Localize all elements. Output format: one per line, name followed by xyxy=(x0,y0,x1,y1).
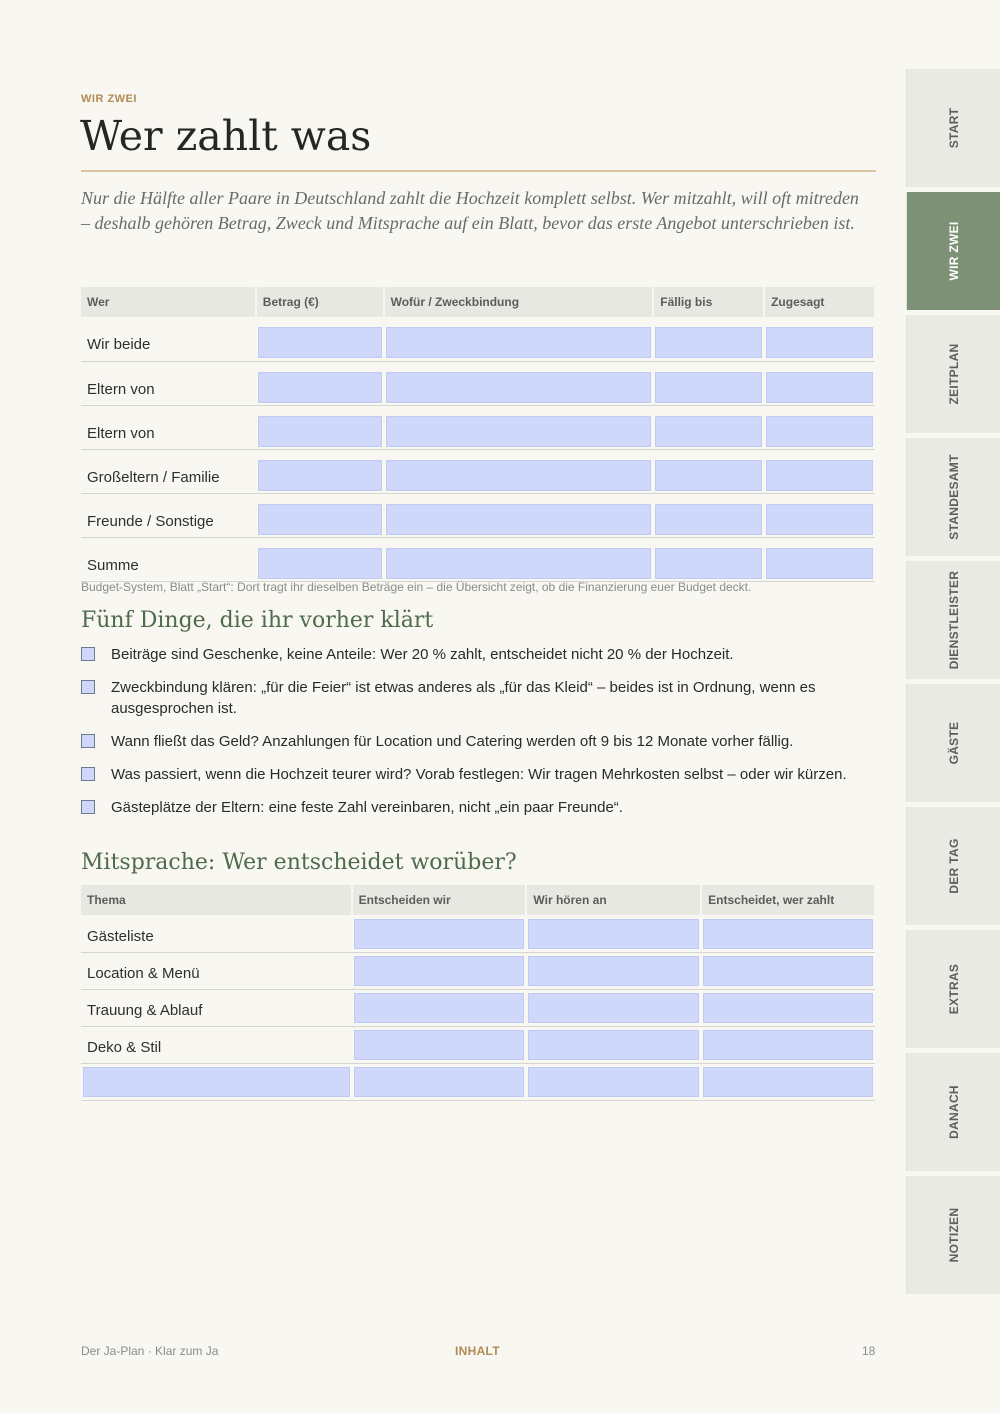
due-date-field[interactable] xyxy=(655,460,762,491)
row-label: Freunde / Sonstige xyxy=(81,493,256,537)
decide-us-field[interactable] xyxy=(354,919,525,949)
tab-standesamt[interactable] xyxy=(906,438,1000,556)
checklist-item xyxy=(81,764,861,785)
due-date-field[interactable] xyxy=(655,372,762,403)
purpose-field[interactable] xyxy=(386,327,652,358)
col-header-thema: Thema xyxy=(81,885,352,915)
page-title: Wer zahlt was xyxy=(80,112,372,160)
col-header-zweck: Wofür / Zweckbindung xyxy=(384,287,654,317)
tab-label: DER TAG xyxy=(947,838,961,894)
table-row xyxy=(81,317,875,361)
amount-field[interactable] xyxy=(258,372,382,403)
col-header-wir-hoeren-an: Wir hören an xyxy=(526,885,701,915)
listen-field[interactable] xyxy=(528,956,699,986)
tab-label: DANACH xyxy=(947,1085,961,1139)
tab-label: EXTRAS xyxy=(947,963,961,1015)
tab-label: STANDESAMT xyxy=(947,454,961,540)
col-header-entscheidet-wer-zahlt: Entscheidet, wer zahlt xyxy=(701,885,875,915)
checklist-item-text: Gästeplätze der Eltern: eine feste Zahl vereinbaren, nicht „ein paar Freunde“. xyxy=(111,799,623,816)
row-label: Eltern von xyxy=(81,405,256,449)
table-row xyxy=(81,405,875,449)
amount-field[interactable] xyxy=(258,416,382,447)
listen-field[interactable] xyxy=(528,1067,699,1097)
checklist-heading: Fünf Dinge, die ihr vorher klärt xyxy=(81,608,434,633)
pledged-field[interactable] xyxy=(766,327,873,358)
decision-table-header xyxy=(81,885,875,915)
table-row xyxy=(81,1026,875,1063)
purpose-field[interactable] xyxy=(386,460,652,491)
intro-text: Nur die Hälfte aller Paare in Deutschland zahlt die Hochzeit komplett selbst. Wer mitzahlt, will oft mitreden – deshalb gehören Betrag, Zweck und Mitsprache auf ein Blatt, bevor das erste Angebot unterschrieben ist. xyxy=(81,188,859,233)
tab-wir-zwei[interactable] xyxy=(906,192,1000,310)
checklist-item-text: Beiträge sind Geschenke, keine Anteile: Wer 20 % zahlt, entscheidet nicht 20 % der Hochzeit. xyxy=(111,646,734,663)
row-label: Trauung & Ablauf xyxy=(81,989,352,1026)
payer-decides-field[interactable] xyxy=(703,956,873,986)
tab-danach[interactable] xyxy=(906,1053,1000,1171)
checklist-item xyxy=(81,644,861,665)
tab-gaeste[interactable] xyxy=(906,684,1000,802)
payer-decides-field[interactable] xyxy=(703,1067,873,1097)
table-row xyxy=(81,361,875,405)
checklist-item-text: Wann fließt das Geld? Anzahlungen für Location und Catering werden oft 9 bis 12 Monate vorher fällig. xyxy=(111,733,794,750)
title-divider xyxy=(81,170,876,172)
tab-der-tag[interactable] xyxy=(906,807,1000,925)
checklist-item xyxy=(81,731,861,752)
footer-book-title: Der Ja-Plan · Klar zum Ja xyxy=(81,1344,219,1358)
row-label: Gästeliste xyxy=(81,915,352,952)
checklist-item xyxy=(81,797,861,818)
decide-us-field[interactable] xyxy=(354,1067,525,1097)
checkbox[interactable] xyxy=(81,647,95,661)
row-label: Summe xyxy=(81,537,256,581)
checklist xyxy=(81,644,861,830)
due-date-field[interactable] xyxy=(655,327,762,358)
decide-us-field[interactable] xyxy=(354,1030,525,1060)
table-row xyxy=(81,493,875,537)
col-header-entscheiden-wir: Entscheiden wir xyxy=(352,885,527,915)
col-header-faellig: Fällig bis xyxy=(653,287,764,317)
tab-extras[interactable] xyxy=(906,930,1000,1048)
listen-field[interactable] xyxy=(528,1030,699,1060)
table-row-total xyxy=(81,537,875,581)
row-label: Eltern von xyxy=(81,361,256,405)
row-label: Location & Menü xyxy=(81,952,352,989)
table-row xyxy=(81,449,875,493)
purpose-field[interactable] xyxy=(386,548,652,579)
pledged-field[interactable] xyxy=(766,460,873,491)
payer-decides-field[interactable] xyxy=(703,993,873,1023)
budget-note: Budget-System, Blatt „Start“: Dort tragt ihr dieselben Beträge ein – die Übersicht zeigt, ob die Finanzierung euer Budget deckt. xyxy=(81,580,752,594)
payer-decides-field[interactable] xyxy=(703,1030,873,1060)
tab-dienstleister[interactable] xyxy=(906,561,1000,679)
tab-notizen[interactable] xyxy=(906,1176,1000,1294)
amount-field[interactable] xyxy=(258,460,382,491)
tab-label: DIENSTLEISTER xyxy=(947,570,961,670)
listen-field[interactable] xyxy=(528,993,699,1023)
checkbox[interactable] xyxy=(81,734,95,748)
amount-field[interactable] xyxy=(258,548,382,579)
checkbox[interactable] xyxy=(81,800,95,814)
row-label: Wir beide xyxy=(81,317,256,361)
due-date-field[interactable] xyxy=(655,548,762,579)
page-number: 18 xyxy=(862,1344,876,1358)
pledged-field[interactable] xyxy=(766,548,873,579)
tab-label: WIR ZWEI xyxy=(947,221,961,281)
listen-field[interactable] xyxy=(528,919,699,949)
custom-topic-field[interactable] xyxy=(83,1067,350,1097)
pledged-field[interactable] xyxy=(766,416,873,447)
decision-heading: Mitsprache: Wer entscheidet worüber? xyxy=(81,850,517,875)
section-eyebrow: WIR ZWEI xyxy=(81,93,137,105)
checklist-item-text: Was passiert, wenn die Hochzeit teurer wird? Vorab festlegen: Wir tragen Mehrkosten selbst – oder wir kürzen. xyxy=(111,766,847,783)
payer-decides-field[interactable] xyxy=(703,919,873,949)
table-row xyxy=(81,952,875,989)
table-row-custom xyxy=(81,1063,875,1100)
contribution-table-header xyxy=(81,287,875,317)
amount-field[interactable] xyxy=(258,327,382,358)
table-row xyxy=(81,989,875,1026)
footer-contents-link[interactable]: INHALT xyxy=(455,1344,500,1358)
contribution-table xyxy=(81,287,876,582)
pledged-field[interactable] xyxy=(766,372,873,403)
due-date-field[interactable] xyxy=(655,416,762,447)
row-label: Großeltern / Familie xyxy=(81,449,256,493)
tab-label: ZEITPLAN xyxy=(947,343,961,405)
purpose-field[interactable] xyxy=(386,504,652,535)
tab-label: GÄSTE xyxy=(947,721,961,765)
row-label: Deko & Stil xyxy=(81,1026,352,1063)
col-header-zugesagt: Zugesagt xyxy=(764,287,875,317)
pledged-field[interactable] xyxy=(766,504,873,535)
decide-us-field[interactable] xyxy=(354,956,525,986)
checkbox[interactable] xyxy=(81,767,95,781)
due-date-field[interactable] xyxy=(655,504,762,535)
checkbox[interactable] xyxy=(81,680,95,694)
decide-us-field[interactable] xyxy=(354,993,525,1023)
tab-start[interactable] xyxy=(906,69,1000,187)
decision-table xyxy=(81,885,876,1101)
col-header-betrag: Betrag (€) xyxy=(256,287,384,317)
amount-field[interactable] xyxy=(258,504,382,535)
table-row xyxy=(81,915,875,952)
tab-zeitplan[interactable] xyxy=(906,315,1000,433)
tab-label: START xyxy=(947,107,961,149)
tab-label: NOTIZEN xyxy=(947,1207,961,1263)
section-tabs xyxy=(906,69,1000,1299)
purpose-field[interactable] xyxy=(386,372,652,403)
purpose-field[interactable] xyxy=(386,416,652,447)
checklist-item-text: Zweckbindung klären: „für die Feier“ ist etwas anderes als „für das Kleid“ – beides ist in Ordnung, wenn es ausgesprochen ist. xyxy=(111,679,816,717)
col-header-wer: Wer xyxy=(81,287,256,317)
checklist-item xyxy=(81,677,861,719)
